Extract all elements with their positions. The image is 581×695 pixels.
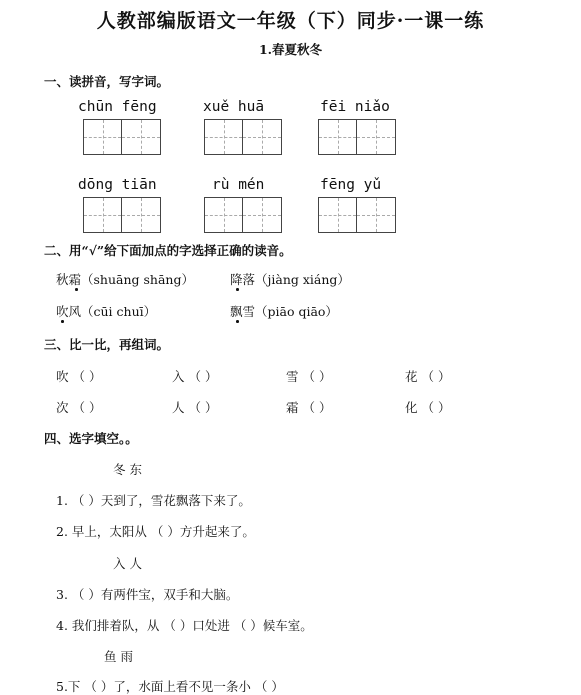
writing-grid[interactable] <box>83 119 161 155</box>
choice-pair: 冬 东 <box>113 462 142 477</box>
choice-pair: 入 人 <box>113 556 142 571</box>
emphasis-dot <box>236 320 239 323</box>
lesson-title: 1.春夏秋冬 <box>258 42 323 57</box>
worksheet-title: 人教部编版语文一年级（下）同步·一课一练 <box>96 10 485 32</box>
compare-item: 人 （ ） <box>172 400 218 415</box>
compare-item: 雪 （ ） <box>286 369 332 384</box>
fill-in-sentence: 5.下 （ ）了，水面上看不见一条小 （ ） <box>56 679 284 694</box>
fill-in-sentence: 1. （ ）天到了，雪花飘落下来了。 <box>56 493 251 508</box>
reading-choice-item: 吹风（cūi chuī） <box>56 304 157 319</box>
reading-choice-item: 降落（jiàng xiáng） <box>230 272 350 287</box>
section-2-heading: 二、用“√”给下面加点的字选择正确的读音。 <box>44 243 292 258</box>
compare-item: 吹 （ ） <box>56 369 102 384</box>
compare-item: 花 （ ） <box>405 369 451 384</box>
emphasis-dot <box>236 288 239 291</box>
fill-in-sentence: 4. 我们排着队，从 （ ）口处进 （ ）候车室。 <box>56 618 313 633</box>
writing-grid[interactable] <box>204 119 282 155</box>
pinyin-feiniao: fēi niǎo <box>320 99 390 115</box>
writing-grid[interactable] <box>318 119 396 155</box>
writing-grid[interactable] <box>318 197 396 233</box>
pinyin-xuehua: xuě huā <box>203 99 265 115</box>
compare-item: 次 （ ） <box>56 400 102 415</box>
compare-item: 霜 （ ） <box>286 400 332 415</box>
section-1-heading: 一、读拼音，写字词。 <box>44 74 170 89</box>
section-3-heading: 三、比一比，再组词。 <box>44 337 170 352</box>
pinyin-chunfeng: chūn fēng <box>78 99 157 115</box>
pinyin-dongtian: dōng tiān <box>78 177 157 193</box>
emphasis-dot <box>61 320 64 323</box>
pinyin-fengyu: fēng yǔ <box>320 177 382 193</box>
reading-choice-item: 飘雪（piāo qiāo） <box>230 304 338 319</box>
fill-in-sentence: 3. （ ）有两件宝，双手和大脑。 <box>56 587 239 602</box>
choice-pair: 鱼 雨 <box>104 649 133 664</box>
section-4-heading: 四、选字填空。。 <box>44 431 138 446</box>
reading-choice-item: 秋霜（shuāng shāng） <box>56 272 194 287</box>
writing-grid[interactable] <box>83 197 161 233</box>
pinyin-rumen: rù mén <box>212 177 265 193</box>
fill-in-sentence: 2. 早上，太阳从 （ ）方升起来了。 <box>56 524 255 539</box>
compare-item: 化 （ ） <box>405 400 451 415</box>
writing-grid[interactable] <box>204 197 282 233</box>
emphasis-dot <box>75 288 78 291</box>
compare-item: 入 （ ） <box>172 369 218 384</box>
